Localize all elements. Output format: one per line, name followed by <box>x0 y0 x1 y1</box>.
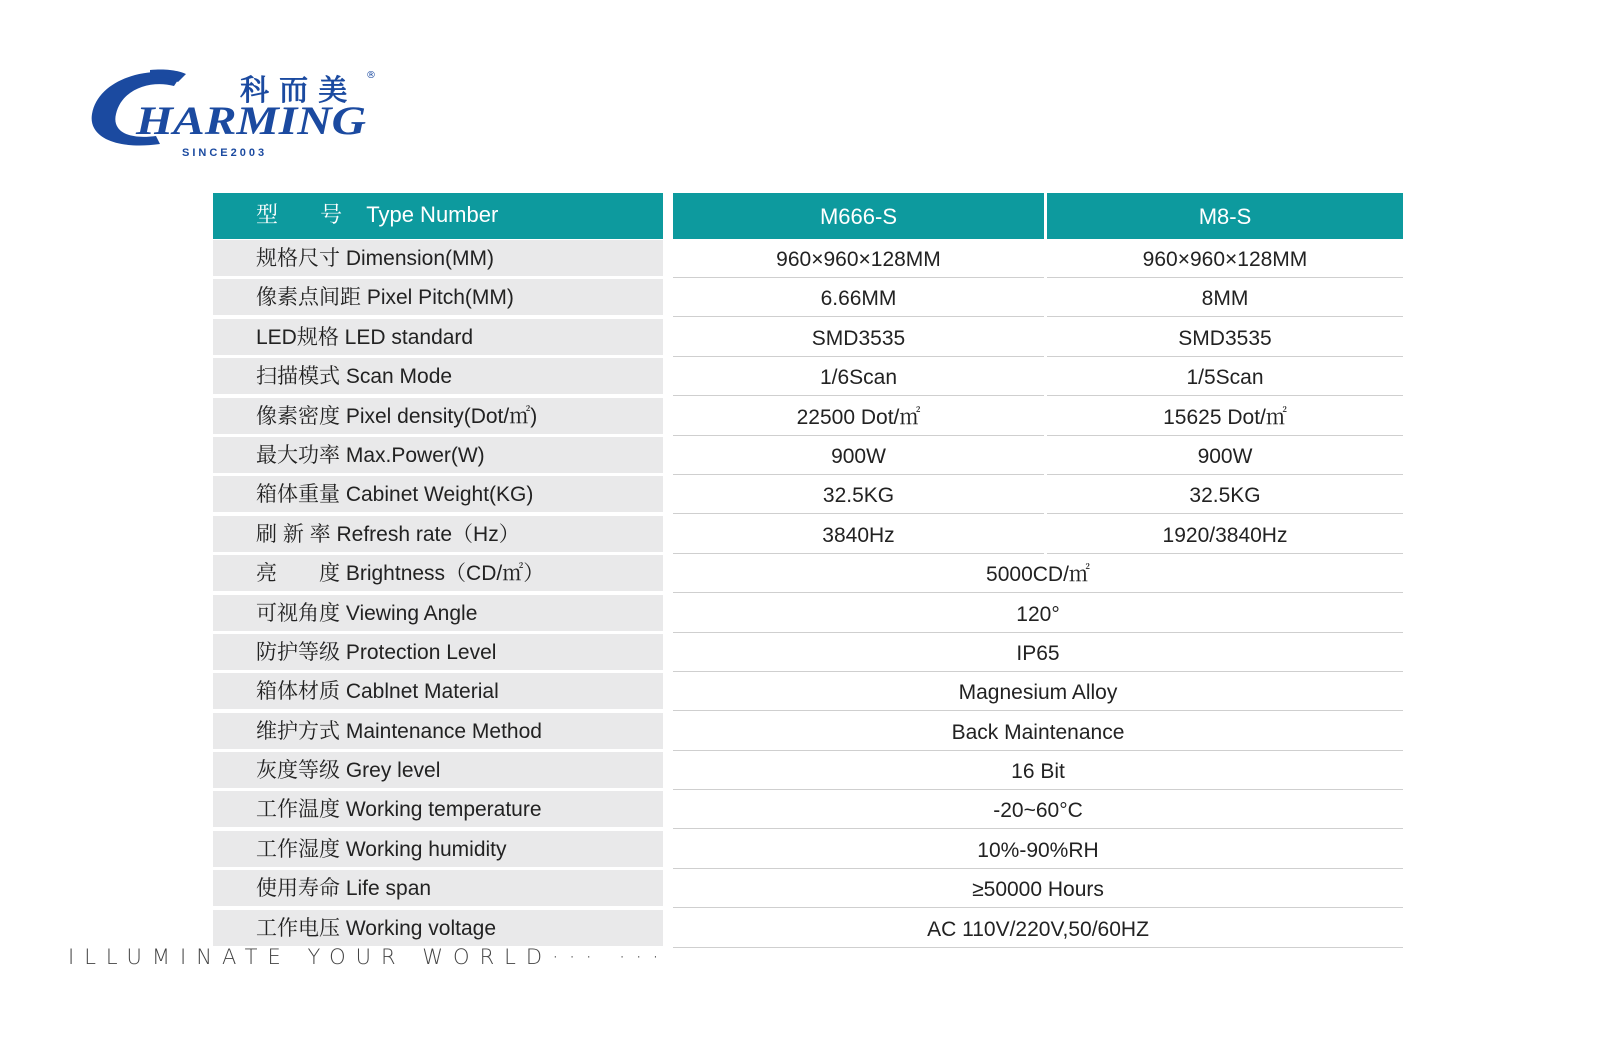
row-label: 使用寿命 Life span <box>213 870 663 907</box>
logo-cn-name: 科 而 美 <box>240 73 348 107</box>
row-value-shared: IP65 <box>673 633 1403 672</box>
table-row <box>213 712 1403 751</box>
row-value-shared: Back Maintenance <box>673 712 1403 751</box>
row-value-shared: -20~60°C <box>673 790 1403 829</box>
type-number-header: 型 号 Type Number <box>213 193 663 239</box>
row-label: 防护等级 Protection Level <box>213 634 663 671</box>
row-label: 箱体材质 Cablnet Material <box>213 673 663 710</box>
row-label: 箱体重量 Cabinet Weight(KG) <box>213 476 663 513</box>
row-value-model-1: 32.5KG <box>673 475 1044 514</box>
logo-registered: ® <box>366 70 376 81</box>
table-row <box>213 830 1403 869</box>
table-row <box>213 751 1403 790</box>
table-header <box>213 193 1403 239</box>
row-value-model-1: 960×960×128MM <box>673 239 1044 278</box>
row-value-model-1: 22500 Dot/㎡ <box>673 397 1044 436</box>
row-label: 灰度等级 Grey level <box>213 752 663 789</box>
row-value-model-2: 32.5KG <box>1047 475 1403 514</box>
row-value-model-2: 960×960×128MM <box>1047 239 1403 278</box>
row-value-shared: 120° <box>673 594 1403 633</box>
row-value-model-2: 15625 Dot/㎡ <box>1047 397 1403 436</box>
table-row <box>213 790 1403 829</box>
table-row <box>213 475 1403 514</box>
table-row <box>213 633 1403 672</box>
table-row <box>213 239 1403 278</box>
table-row <box>213 278 1403 317</box>
row-label: 工作电压 Working voltage <box>213 910 663 947</box>
row-value-model-2: 8MM <box>1047 278 1403 317</box>
model-header-2: M8-S <box>1047 193 1403 239</box>
table-row <box>213 318 1403 357</box>
row-value-model-1: SMD3535 <box>673 318 1044 357</box>
row-value-shared: 16 Bit <box>673 751 1403 790</box>
row-label: 亮 度 Brightness（CD/㎡） <box>213 555 663 592</box>
spec-table <box>213 193 1403 948</box>
row-value-shared: ≥50000 Hours <box>673 869 1403 908</box>
row-value-shared: 10%-90%RH <box>673 830 1403 869</box>
row-value-shared: 5000CD/㎡ <box>673 554 1403 593</box>
row-label: 规格尺寸 Dimension(MM) <box>213 240 663 277</box>
row-value-model-2: 1/5Scan <box>1047 357 1403 396</box>
row-label: 可视角度 Viewing Angle <box>213 595 663 632</box>
row-label: 维护方式 Maintenance Method <box>213 713 663 750</box>
row-value-shared: Magnesium Alloy <box>673 672 1403 711</box>
row-label: 像素点间距 Pixel Pitch(MM) <box>213 279 663 316</box>
table-row <box>213 436 1403 475</box>
row-label: 工作湿度 Working humidity <box>213 831 663 868</box>
table-row <box>213 672 1403 711</box>
row-value-model-1: 900W <box>673 436 1044 475</box>
charming-logo <box>90 66 390 162</box>
table-row <box>213 594 1403 633</box>
row-value-model-1: 6.66MM <box>673 278 1044 317</box>
logo-en-name: HARMING <box>134 98 367 143</box>
row-value-model-1: 1/6Scan <box>673 357 1044 396</box>
table-row <box>213 869 1403 908</box>
row-label: 最大功率 Max.Power(W) <box>213 437 663 474</box>
row-value-model-2: 900W <box>1047 436 1403 475</box>
table-row <box>213 909 1403 948</box>
tagline: ILLUMINATE YOUR WORLD··· ··· <box>68 945 669 969</box>
logo-since: SINCE2003 <box>182 147 268 159</box>
row-label: 工作温度 Working temperature <box>213 791 663 828</box>
table-row <box>213 357 1403 396</box>
row-label: LED规格 LED standard <box>213 319 663 356</box>
row-value-model-2: SMD3535 <box>1047 318 1403 357</box>
table-row <box>213 554 1403 593</box>
row-value-model-1: 3840Hz <box>673 515 1044 554</box>
row-value-shared: AC 110V/220V,50/60HZ <box>673 909 1403 948</box>
row-value-model-2: 1920/3840Hz <box>1047 515 1403 554</box>
table-row <box>213 515 1403 554</box>
row-label: 刷 新 率 Refresh rate（Hz） <box>213 516 663 553</box>
model-header-1: M666-S <box>673 193 1044 239</box>
row-label: 扫描模式 Scan Mode <box>213 358 663 395</box>
table-row <box>213 397 1403 436</box>
row-label: 像素密度 Pixel density(Dot/㎡) <box>213 398 663 435</box>
